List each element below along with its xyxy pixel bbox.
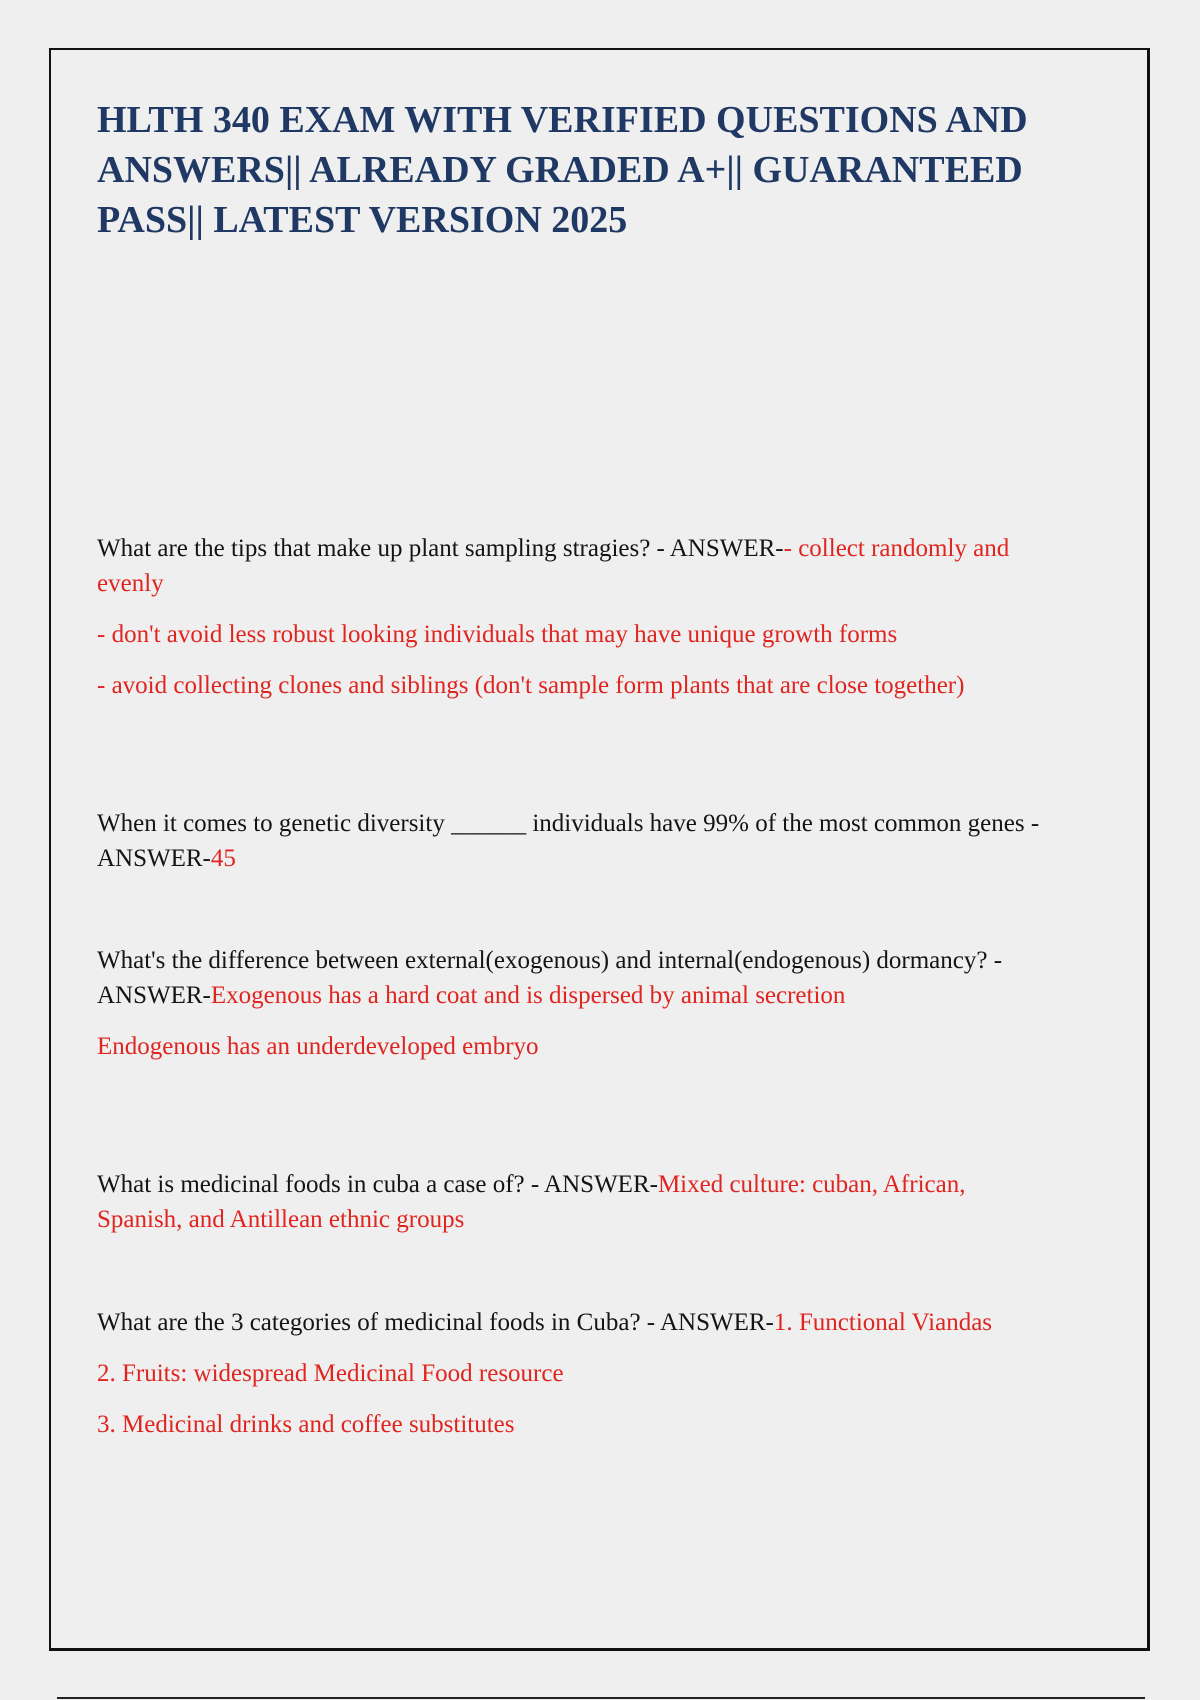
qa-question-3: [97, 943, 1057, 1013]
qa-item-3: [97, 943, 1057, 1064]
answer-text: 45: [210, 845, 236, 872]
answer-text: Mixed culture: cuban, African, Spanish, and Antillean ethnic groups: [97, 1171, 966, 1233]
answer-text: - collect randomly and evenly: [97, 535, 1010, 597]
answer-line: - don't avoid less robust looking individuals that may have unique growth forms: [97, 621, 898, 648]
qa-question-5: [97, 1305, 1057, 1340]
qa-item-1: [97, 531, 1057, 703]
qa-item-4: [97, 1167, 1057, 1237]
answer-line: - avoid collecting clones and siblings (don't sample form plants that are close together): [97, 672, 965, 699]
answer-line: 2. Fruits: widespread Medicinal Food resource: [97, 1360, 564, 1387]
qa-question-1: [97, 531, 1057, 601]
qa-question-4: [97, 1167, 1057, 1237]
qa-question-2: [97, 806, 1057, 876]
answer-text: 1. Functional Viandas: [773, 1309, 993, 1336]
question-text: When it comes to genetic diversity ______ individuals have 99% of the most common genes - ANSWER-: [97, 810, 1040, 872]
question-text: What are the 3 categories of medicinal foods in Cuba? - ANSWER-: [97, 1309, 774, 1336]
document-title: HLTH 340 EXAM WITH VERIFIED QUESTIONS AND ANSWERS|| ALREADY GRADED A+|| GUARANTEED PASS|| LATEST VERSION 2025: [97, 99, 1028, 241]
next-page-top-rule: [57, 1697, 1145, 1699]
answer-line: Endogenous has an underdeveloped embryo: [97, 1033, 539, 1060]
question-text: What are the tips that make up plant sampling stragies? - ANSWER-: [97, 535, 784, 562]
answer-line: 3. Medicinal drinks and coffee substitutes: [97, 1411, 515, 1438]
question-text: What's the difference between external(exogenous) and internal(endogenous) dormancy? - ANSWER-: [97, 947, 1003, 1009]
question-text: What is medicinal foods in cuba a case of? - ANSWER-: [97, 1171, 658, 1198]
qa-item-5: [97, 1305, 1057, 1442]
answer-text: Exogenous has a hard coat and is dispersed by animal secretion: [210, 982, 846, 1009]
qa-item-2: [97, 806, 1057, 876]
